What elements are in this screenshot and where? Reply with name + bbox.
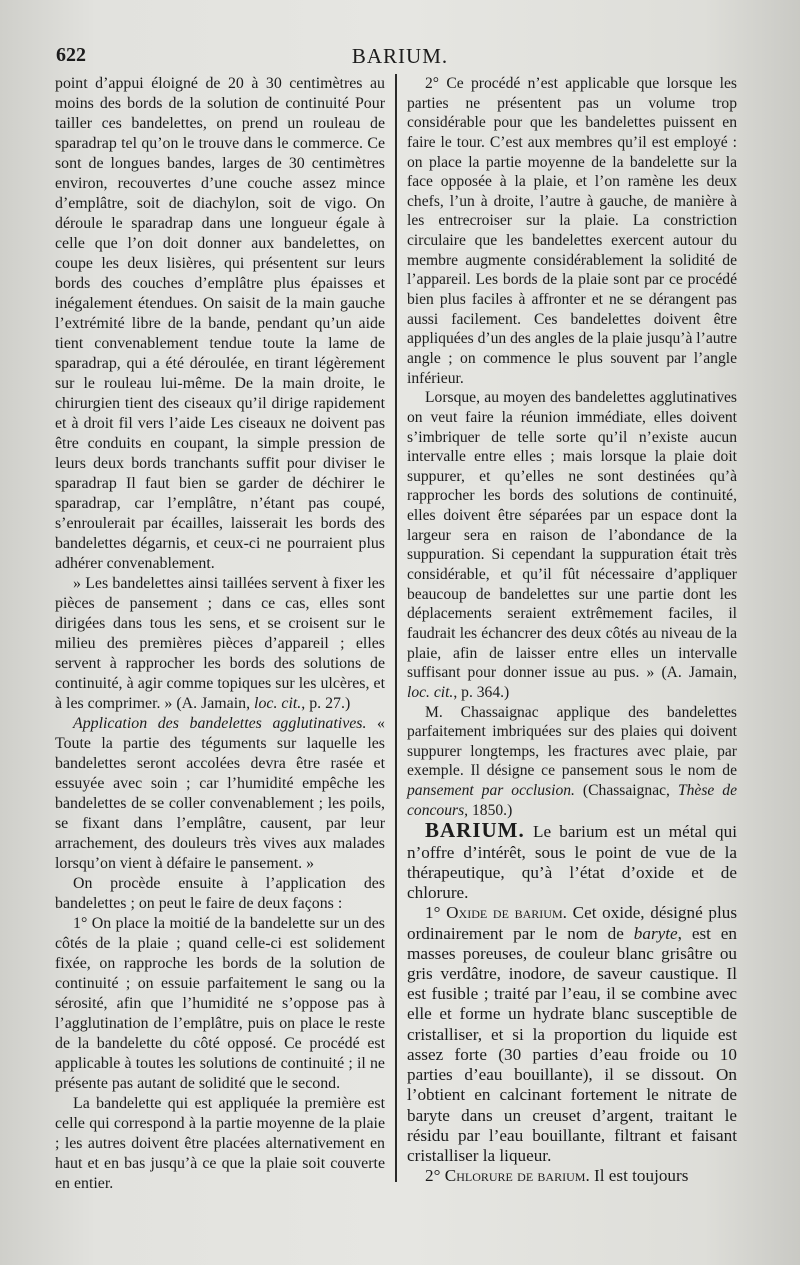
oxide-italic: baryte xyxy=(633,923,678,943)
page-header xyxy=(56,44,744,70)
left-paragraph-2-text: » Les bandelettes ainsi taillées servent à fixer les pièces de pansement ; dans ce cas, elles sont dirigées dans tous les sens, et se croisent sur le milieu des premières pièces d’appareil ; elles servent à rapprocher les bords des solutions de continuité, à agir comme topiques sur les ulcères, et à les comprimer. » (A. Jamain, xyxy=(55,575,385,712)
oxide-heading: Oxide de barium. xyxy=(446,903,567,923)
left-column xyxy=(55,74,385,1194)
right-paragraph-3 xyxy=(407,703,737,821)
oxide-number: 1° xyxy=(425,903,441,923)
right-paragraph-oxide xyxy=(407,903,737,1166)
left-paragraph-6: La bandelette qui est appliquée la première est celle qui correspond à la partie moyenne de la plaie ; les autres doivent être placées alternativement en haut et en bas jusqu’à ce que la plaie soit couverte en entier. xyxy=(55,1095,385,1192)
right-paragraph-2-citation: loc. cit. xyxy=(407,683,454,701)
right-paragraph-chlorure xyxy=(407,1166,737,1186)
oxide-text-a: Cet oxide, désigné plus ordinairement par le nom de xyxy=(407,903,738,943)
right-paragraph-2-text: Lorsque, au moyen des bandelettes agglutinatives on veut faire la réunion immédiate, elles doivent s’imbriquer de telle sorte qu’il n’existe aucun intervalle entre elles ; mais lorsque la plaie doit suppurer, et qu’elles ne sont destinées qu’à rapprocher les bords des solutions de continuité, elles doivent être séparées par un espace dont la largeur sera en raison de l’abondance de la suppuration. Si cependant la suppuration était très considérable, et qu’il fût nécessaire d’appliquer beaucoup de bandelettes sur une partie dont les déplacements seraient extrêmement faciles, il faudrait les échancrer des deux côtés au niveau de la plaie, afin de laisser entre elles un intervalle suffisant pour donner issue au pus. » (A. Jamain, xyxy=(407,389,737,682)
column-divider xyxy=(395,74,397,1182)
left-paragraph-2 xyxy=(55,574,385,714)
right-paragraph-3-text: M. Chassaignac applique des bandelettes parfaitement imbriquées sur des plaies qui doivent suppurer longtemps, les fractures avec plaie, par exemple. Il désigne ce pansement sous le nom de xyxy=(407,703,737,780)
right-paragraph-3-source-b: 1850.) xyxy=(471,801,513,819)
right-paragraph-1: 2° Ce procédé n’est applicable que lorsque les parties ne présentent pas un volume trop considérable pour que les bandelettes puissent en faire le tour. C’est aux membres qu’il est employé : on place la partie moyenne de la bandelette sur la face opposée à la plaie, et l’on ramène les deux chefs, l’un à droite, l’autre à gauche, de manière à les entrecroiser sur la plaie. La constriction circulaire que les bandelettes exercent autour du membre augmente considérablement la solidité de l’appareil. Les bords de la plaie sont par ce procédé bien plus faciles à affronter et ne se dérangent pas aussi facilement. Ces bandelettes doivent être appliquées d’un des angles de la plaie jusqu’à l’autre angle ; on commence le plus souvent par l’angle inférieur. xyxy=(407,75,737,387)
left-paragraph-5: 1° On place la moitié de la bandelette sur un des côtés de la plaie ; quand celle-ci est solidement fixée, on rapproche les bords de la solution de continuité ; on essuie parfaitement le sang ou la sérosité, afin que l’humidité ne s’oppose pas à l’agglutination de l’emplâtre, puis on place le reste de la bandelette du côté opposé. Ce procédé est applicable à toutes les solutions de continuité ; il ne présente pas autant de solidité que le second. xyxy=(55,915,385,1092)
section-heading-barium: BARIUM. xyxy=(425,818,525,843)
right-paragraph-2-end: , p. 364.) xyxy=(453,683,510,701)
chlorure-heading: Chlorure de barium. xyxy=(444,1166,590,1186)
oxide-text-b: , est en masses poreuses, de couleur blanc grisâtre ou gris verdâtre, inodore, de saveur caustique. Il est fusible ; traité par l’eau, il se combine avec elle et forme un hydrate blanc susceptible de cristalliser, et si la proportion du liquide est assez forte (30 parties d’eau froide ou 10 parties d’eau bouillante), il se dissout. On l’obtient en calcinant fortement le nitrate de baryte dans un creuset d’argent, traitant le résidu par l’eau bouillante, filtrant et faisant cristalliser la liqueur. xyxy=(407,923,737,1166)
section-heading-application: Application des bandelettes agglutinatives. xyxy=(73,715,367,732)
left-paragraph-2-citation: loc. cit. xyxy=(254,695,302,712)
chlorure-number: 2° xyxy=(425,1166,441,1186)
left-paragraph-3-text: « Toute la partie des téguments sur laquelle les bandelettes seront accolées devra être rasée et essuyée avec soin ; car l’humidité empêche les bandelettes de se coller convenablement ; les poils, se fixant dans l’emplâtre, causent, par leur arrachement, des douleurs très vives aux malades lorsqu’on vient à défaire le pansement. » xyxy=(55,715,385,872)
right-paragraph-barium-text: Le barium est un métal qui n’offre d’intérêt, sous le point de vue de la thérapeutique, qu’à l’état d’oxide et de chlorure. xyxy=(407,822,737,903)
page-number: 622 xyxy=(56,44,86,66)
right-paragraph-3-source-italic: Thèse de concours, xyxy=(407,782,737,819)
left-paragraph-1: point d’appui éloigné de 20 à 30 centimètres au moins des bords de la solution de continuité Pour tailler ces bandelettes, on prend un rouleau de sparadrap tel qu’on le trouve dans le commerce. Ce sont de longues bandes, larges de 30 centimètres environ, recouvertes d’une couche assez mince d’emplâtre, soit de diachylon, soit de vigo. On déroule le sparadrap dans une longueur égale à celle que l’on doit donner aux bandelettes, on coupe les deux lisières, qui présentent sur leurs bords des couches d’emplâtre plus épaisses et inégalement étendues. On saisit de la main gauche l’extrémité libre de la bande, pendant qu’un aide tient convenablement tendue toute la lame de sparadrap, qui a été déroulée, en tirant légèrement sur le rouleau lui-même. De la main droite, le chirurgien tient des ciseaux qu’il dirige rapidement et à droit fil vers l’aide Les ciseaux ne doivent pas être conduits en coupant, la simple pression de leurs deux bords tranchants suffit pour diviser le sparadrap Il faut bien se garder de déchirer le sparadrap, car l’emplâtre, n’étant pas coupé, s’enroulerait par écailles, laisserait les bords des bandelettes dégarnis, et ceux-ci ne pourraient plus adhérer convenablement. xyxy=(55,75,385,572)
right-paragraph-barium xyxy=(407,820,737,903)
right-paragraph-3-italic: pansement par occlusion. xyxy=(407,782,575,800)
right-paragraph-3-source-a: (Chassaignac, xyxy=(582,782,670,800)
right-column xyxy=(407,74,737,1187)
running-head: BARIUM. xyxy=(351,44,449,68)
left-paragraph-2-end: , p. 27.) xyxy=(301,695,351,712)
left-paragraph-4: On procède ensuite à l’application des bandelettes ; on peut le faire de deux façons : xyxy=(55,875,385,912)
chlorure-text: Il est toujours xyxy=(594,1166,689,1186)
right-paragraph-2 xyxy=(407,388,737,702)
left-paragraph-3 xyxy=(55,714,385,874)
